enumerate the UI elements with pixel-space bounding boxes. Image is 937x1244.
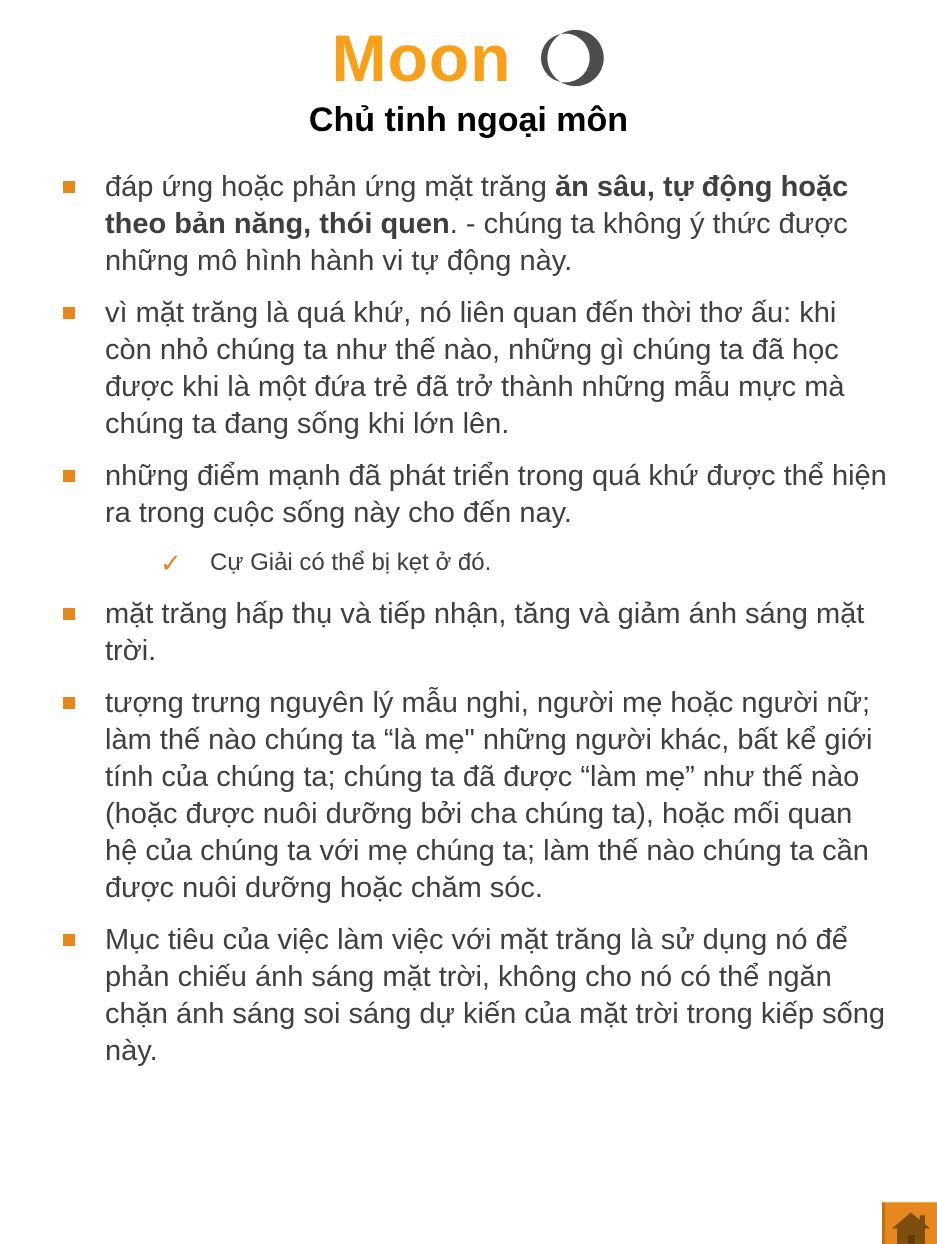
- bullet-list: [63, 169, 889, 1070]
- title-row: [0, 18, 937, 98]
- list-item: [63, 596, 889, 670]
- home-icon: [889, 1210, 933, 1244]
- bullet-text: Mục tiêu của việc làm việc với mặt trăng là sử dụng nó để phản chiếu ánh sáng mặt trời, không cho nó có thể ngăn chặn ánh sáng soi sáng dự kiến của mặt trời trong kiếp sống này.: [105, 923, 885, 1067]
- bullet-square-icon: [63, 697, 75, 709]
- bullet-text: những điểm mạnh đã phát triển trong quá khứ được thể hiện ra trong cuộc sống này cho đến nay.: [105, 459, 887, 529]
- bullet-square-icon: [63, 307, 75, 319]
- bullet-text: Cự Giải có thể bị kẹt ở đó.: [210, 548, 492, 576]
- home-button[interactable]: [882, 1202, 937, 1244]
- bullet-square-icon: [63, 934, 75, 946]
- list-item: [63, 295, 889, 443]
- bullet-text: mặt trăng hấp thụ và tiếp nhận, tăng và giảm ánh sáng mặt trời.: [105, 597, 865, 667]
- list-item: [63, 922, 889, 1070]
- page-subtitle: Chủ tinh ngoại môn: [308, 101, 629, 139]
- bullet-text: đáp ứng hoặc phản ứng mặt trăng ăn sâu, tự động hoặc theo bản năng, thói quen. - chúng ta không ý thức được những mô hình hành vi tự động này.: [105, 170, 849, 277]
- header: [0, 0, 937, 141]
- bullet-square-icon: [63, 181, 75, 193]
- bullet-square-icon: [63, 608, 75, 620]
- bullet-text: vì mặt trăng là quá khứ, nó liên quan đến thời thơ ấu: khi còn nhỏ chúng ta như thế nào, những gì chúng ta đã học được khi là một đứa trẻ đã trở thành những mẫu mực mà chúng ta đang sống khi lớn lên.: [105, 296, 845, 440]
- bullet-square-icon: [63, 470, 75, 482]
- bullet-text: tượng trưng nguyên lý mẫu nghi, người mẹ hoặc người nữ; làm thế nào chúng ta “là mẹ" những người khác, bất kể giới tính của chúng ta; chúng ta đã được “làm mẹ” như thế nào (hoặc được nuôi dưỡng bởi cha chúng ta), hoặc mối quan hệ của chúng ta với mẹ chúng ta; làm thế nào chúng ta cần được nuôi dưỡng hoặc chăm sóc.: [105, 686, 873, 904]
- page-title: Moon: [331, 21, 512, 95]
- crescent-moon-icon: [541, 24, 605, 92]
- list-item: [63, 169, 889, 280]
- list-item: [63, 685, 889, 907]
- list-item: [63, 547, 889, 579]
- list-item: [63, 458, 889, 532]
- check-icon: ✓: [160, 547, 182, 578]
